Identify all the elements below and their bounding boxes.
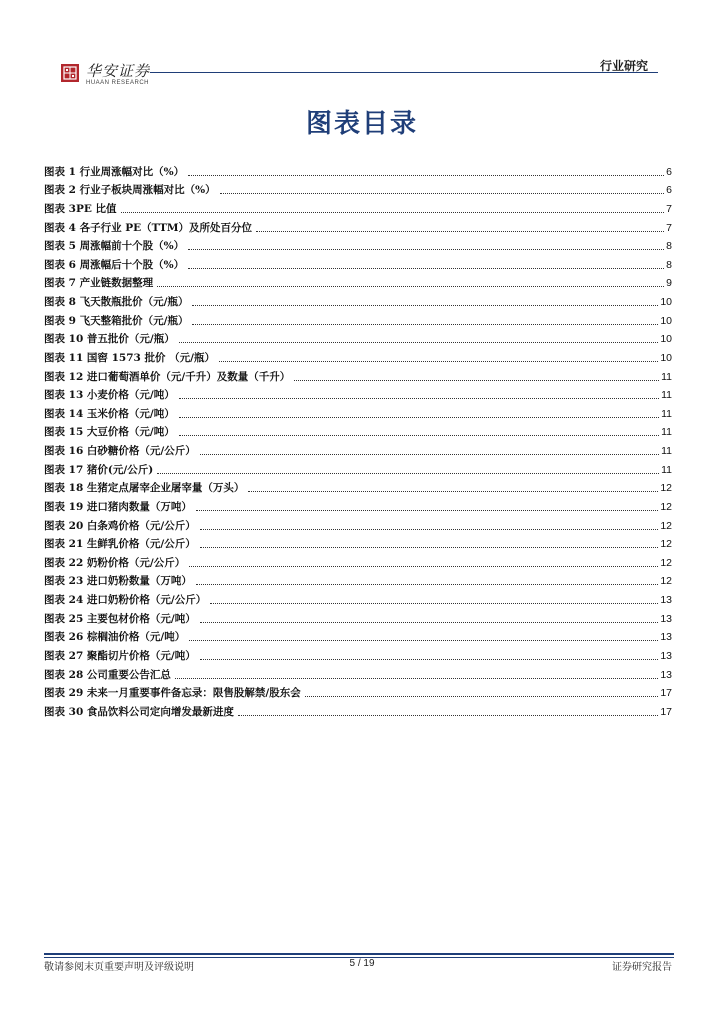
toc-entry[interactable] [44,607,672,626]
toc-entry-label: 图表 25 主要包材价格（元/吨） [44,612,196,625]
section-tag: 行业研究 [600,59,649,73]
toc-entry[interactable] [44,570,672,589]
toc-entry-page: 11 [661,445,672,457]
toc-entry[interactable] [44,682,672,701]
toc-entry-label: 图表 13 小麦价格（元/吨） [44,389,175,402]
toc-entry-page: 17 [660,687,672,700]
toc-entry[interactable] [44,235,672,254]
toc-entry-page: 13 [660,612,672,625]
toc-entry-page: 17 [660,705,672,718]
toc-dot-leader [179,342,659,343]
toc-entry[interactable] [44,290,672,309]
toc-dot-leader [188,268,664,269]
toc-entry-page: 13 [660,649,672,662]
toc-entry-label: 图表 2 行业子板块周涨幅对比（%） [44,184,216,197]
toc-entry[interactable] [44,477,672,496]
toc-dot-leader [188,175,664,176]
page-number: 5 / 19 [349,958,375,969]
toc-entry-page: 12 [660,538,672,551]
figure-toc-list [44,160,672,719]
toc-entry-page: 10 [660,351,672,364]
toc-entry[interactable] [44,421,672,440]
toc-entry-label: 图表 26 棕榈油价格（元/吨） [44,631,186,644]
toc-entry-label: 图表 12 进口葡萄酒单价（元/千升）及数量（千升） [44,370,291,383]
toc-dot-leader [188,249,664,250]
toc-entry-label: 图表 1 行业周涨幅对比（%） [44,165,185,178]
toc-entry[interactable] [44,402,672,421]
toc-entry[interactable] [44,309,672,328]
toc-dot-leader [200,529,659,530]
toc-entry[interactable] [44,346,672,365]
report-type: 证券研究报告 [612,962,672,973]
toc-dot-leader [196,510,658,511]
toc-entry-label: 图表 14 玉米价格（元/吨） [44,407,175,420]
toc-entry[interactable] [44,197,672,216]
toc-entry-label: 图表 8 飞天散瓶批价（元/瓶） [44,296,189,308]
toc-entry-label: 图表 6 周涨幅后十个股（%） [44,258,185,271]
toc-entry-label: 图表 24 进口奶粉价格（元/公斤） [44,594,207,606]
toc-dot-leader [192,305,658,306]
toc-entry[interactable] [44,588,672,607]
toc-entry[interactable] [44,626,672,645]
toc-entry-label: 图表 17 猪价(元/公斤) [44,463,154,476]
toc-entry-page: 12 [660,556,672,569]
toc-entry-page: 11 [661,463,672,476]
toc-entry[interactable] [44,700,672,719]
toc-entry-label: 图表 11 国窖 1573 批价 （元/瓶） [44,351,215,364]
toc-dot-leader [179,435,659,436]
toc-entry-label: 图表 22 奶粉价格（元/公斤） [44,556,186,569]
toc-entry-label: 图表 28 公司重要公告汇总 [44,668,171,681]
toc-entry-page: 12 [660,575,672,588]
toc-entry[interactable] [44,253,672,272]
toc-dot-leader [200,622,659,623]
toc-entry-page: 12 [660,519,672,532]
page-title: 图表目录 [305,109,418,139]
toc-entry-label: 图表 4 各子行业 PE（TTM）及所处百分位 [44,221,253,234]
toc-entry-page: 12 [660,500,672,513]
toc-entry-page: 9 [666,277,672,290]
toc-entry-page: 11 [661,426,672,439]
toc-entry[interactable] [44,179,672,198]
toc-entry-page: 7 [666,221,672,234]
toc-dot-leader [220,193,665,194]
toc-entry-label: 图表 23 进口奶粉数量（万吨） [44,575,192,588]
toc-entry-label: 图表 21 生鲜乳价格（元/公斤） [44,538,196,551]
toc-dot-leader [179,398,659,399]
toc-entry-label: 图表 18 生猪定点屠宰企业屠宰量（万头） [44,482,245,495]
toc-dot-leader [189,640,658,641]
toc-dot-leader [189,566,658,567]
toc-entry[interactable] [44,328,672,347]
toc-entry-page: 7 [666,202,672,215]
toc-dot-leader [248,491,658,492]
toc-entry-label: 图表 9 飞天整箱批价（元/瓶） [44,314,189,327]
toc-dot-leader [192,324,658,325]
toc-entry-page: 6 [666,165,672,178]
toc-entry[interactable] [44,216,672,235]
toc-entry[interactable] [44,439,672,458]
toc-dot-leader [256,231,664,232]
toc-dot-leader [200,547,659,548]
toc-dot-leader [179,417,659,418]
toc-entry[interactable] [44,551,672,570]
toc-entry-page: 13 [660,668,672,681]
toc-entry-label: 图表 10 普五批价（元/瓶） [44,333,175,346]
toc-dot-leader [219,361,658,362]
toc-entry-label: 图表 7 产业链数据整理 [44,277,154,290]
toc-entry-label: 图表 3PE 比值 [44,202,117,215]
toc-entry-page: 6 [666,184,672,197]
toc-entry[interactable] [44,644,672,663]
logo-seal-icon [61,64,79,82]
toc-entry[interactable] [44,160,672,179]
toc-entry-page: 8 [666,240,672,253]
toc-dot-leader [294,380,659,381]
toc-entry[interactable] [44,514,672,533]
toc-dot-leader [175,678,658,679]
footer-divider [44,953,674,955]
toc-dot-leader [157,473,659,474]
toc-entry[interactable] [44,663,672,682]
toc-entry-label: 图表 27 聚酯切片价格（元/吨） [44,649,196,662]
toc-entry-label: 图表 5 周涨幅前十个股（%） [44,240,185,253]
toc-entry-page: 12 [660,482,672,495]
logo-subtext: HUAAN RESEARCH [86,80,150,86]
header-divider [150,72,658,73]
toc-entry-page: 8 [666,258,672,271]
toc-entry-page: 11 [661,389,672,402]
toc-entry[interactable] [44,272,672,291]
toc-entry-label: 图表 16 白砂糖价格（元/公斤） [44,445,196,457]
toc-entry[interactable] [44,495,672,514]
toc-entry[interactable] [44,365,672,384]
toc-dot-leader [238,715,658,716]
toc-entry-label: 图表 29 未来一月重要事件备忘录：限售股解禁/股东会 [44,687,301,700]
toc-dot-leader [305,696,659,697]
toc-dot-leader [200,659,659,660]
toc-entry-label: 图表 20 白条鸡价格（元/公斤） [44,519,196,532]
toc-entry-page: 11 [661,407,672,420]
toc-dot-leader [157,286,664,287]
toc-entry[interactable] [44,458,672,477]
toc-entry-page: 10 [660,314,672,327]
logo-text: 华安证券 [86,62,151,80]
toc-dot-leader [121,212,665,213]
toc-entry-page: 13 [660,594,672,606]
page-header [0,0,724,100]
toc-entry-label: 图表 30 食品饮料公司定向增发最新进度 [44,705,234,718]
toc-entry-page: 10 [660,333,672,346]
toc-entry-label: 图表 15 大豆价格（元/吨） [44,426,175,439]
toc-entry-label: 图表 19 进口猪肉数量（万吨） [44,500,192,513]
toc-entry[interactable] [44,384,672,403]
toc-entry-page: 13 [660,631,672,644]
toc-dot-leader [200,454,659,455]
toc-dot-leader [210,603,658,604]
toc-entry-page: 11 [661,370,672,383]
toc-entry[interactable] [44,533,672,552]
footer-disclaimer: 敬请参阅末页重要声明及评级说明 [44,962,194,973]
toc-dot-leader [196,584,658,585]
toc-entry-page: 10 [660,296,672,308]
